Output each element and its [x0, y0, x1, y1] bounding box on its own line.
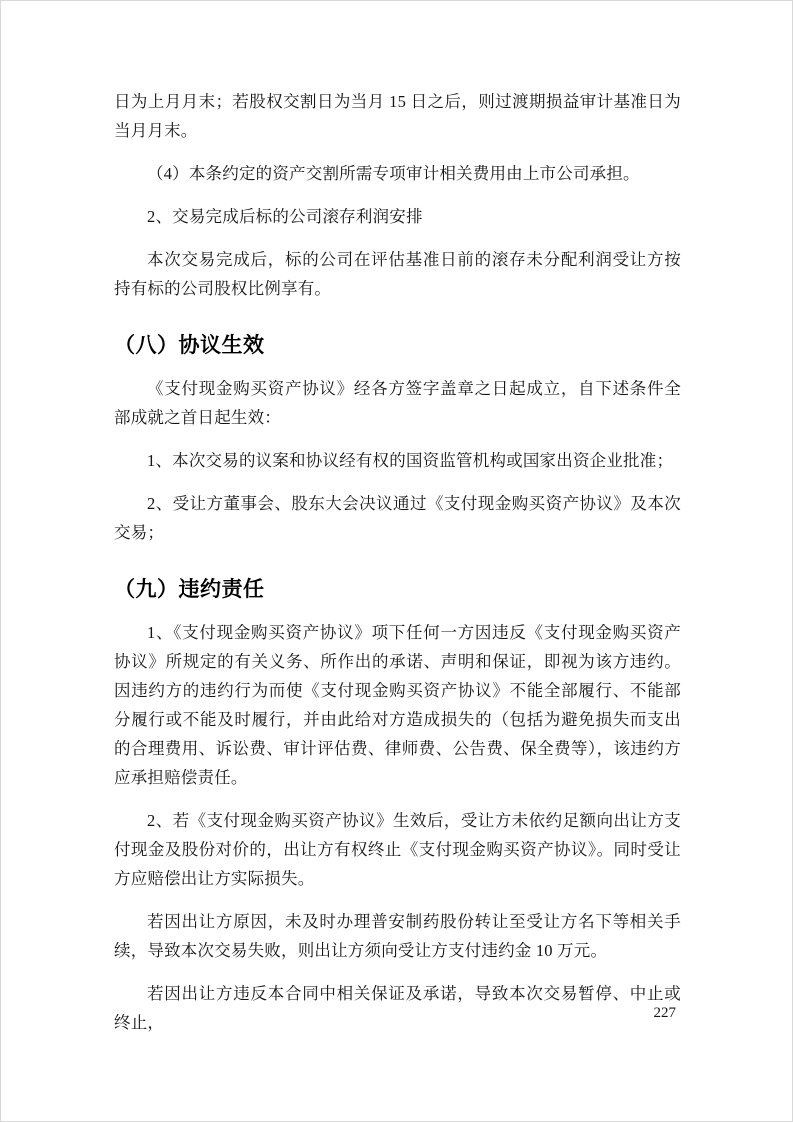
paragraph: 若因出让方违反本合同中相关保证及承诺，导致本次交易暂停、中止或终止，: [114, 984, 681, 1032]
paragraph: 1、本次交易的议案和协议经有权的国资监管机构或国家出资企业批准；: [147, 451, 674, 470]
document-body: [114, 87, 681, 1051]
paragraph: 2、若《支付现金购买资产协议》生效后，受让方未依约足额向出让方支付现金及股份对价的，出让方有权终止《支付现金购买资产协议》。同时受让方应赔偿出让方实际损失。: [114, 811, 681, 888]
paragraph: （4）本条约定的资产交割所需专项审计相关费用由上市公司承担。: [147, 164, 640, 183]
paragraph: 2、交易完成后标的公司滚存利润安排: [147, 207, 423, 226]
paragraph: 若因出让方原因，未及时办理普安制药股份转让至受让方名下等相关手续，导致本次交易失败，则出让方须向受让方支付违约金 10 万元。: [114, 912, 681, 960]
section-heading-breach-liability: （九）违约责任: [114, 578, 265, 601]
paragraph: 《支付现金购买资产协议》经各方签字盖章之日起成立，自下述条件全部成就之首日起生效：: [114, 379, 681, 427]
paragraph: 日为上月月末；若股权交割日为当月 15 日之后，则过渡期损益审计基准日为当月月末。: [114, 92, 681, 140]
paragraph: 2、受让方董事会、股东大会决议通过《支付现金购买资产协议》及本次交易；: [114, 494, 681, 542]
section-heading-agreement-effective: （八）协议生效: [114, 334, 265, 357]
page-number: 227: [653, 1005, 676, 1021]
paragraph: 本次交易完成后，标的公司在评估基准日前的滚存未分配利润受让方按持有标的公司股权比例享有。: [114, 250, 681, 298]
paragraph: 1、《支付现金购买资产协议》项下任何一方因违反《支付现金购买资产协议》所规定的有关义务、所作出的承诺、声明和保证，即视为该方违约。因违约方的违约行为而使《支付现金购买资产协议》不能全部履行、不能部分履行或不能及时履行，并由此给对方造成损失的（包括为避免损失而支出的合理费用、诉讼费、审计评估费、律师费、公告费、保全费等），该违约方应承担赔偿责任。: [114, 623, 681, 787]
